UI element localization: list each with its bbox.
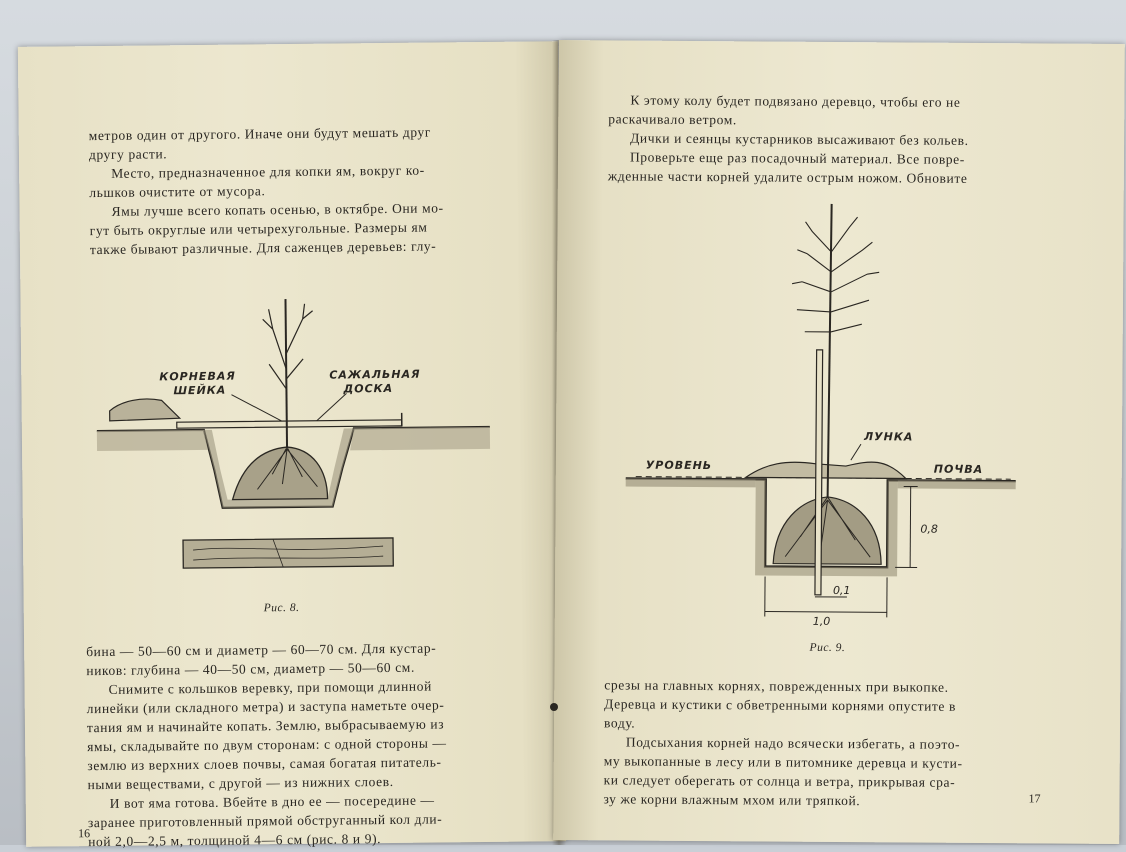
left-bottom-text: [86, 638, 506, 851]
board-top-view: [183, 538, 393, 568]
label-soil: ПОЧВА: [934, 463, 983, 476]
text-line: Ямы лучше всего копать осенью, в октябре. Они мо-: [89, 198, 494, 221]
text-line: Подсыхания корней надо всячески избегать, а поэто-: [604, 732, 1034, 754]
text-line: Снимите с кольшков веревку, при помощи длинной: [86, 676, 504, 699]
text-line: ной 2,0—2,5 м, толщиной 4—6 см (рис. 8 и 9).: [88, 828, 506, 851]
page-number-right: 17: [1028, 791, 1040, 806]
dim-offset: 0,1: [833, 584, 851, 597]
text-line: метров один от другого. Иначе они будут мешать друг: [89, 122, 494, 145]
left-page: [18, 41, 566, 847]
text-line: Место, предназначенное для копки ям, вокруг ко-: [89, 160, 494, 183]
dim-width: 1,0: [813, 615, 831, 628]
text-line: другу расти.: [89, 141, 494, 164]
support-stake: [815, 350, 823, 595]
label-board-1: САЖАЛЬНАЯ: [329, 368, 420, 382]
binding-hole: [550, 703, 558, 711]
planting-board: [177, 420, 402, 428]
ground-hatch-left: [626, 479, 756, 488]
text-line: землю из верхних слоев почвы, самая богатая питатель-: [87, 752, 505, 775]
text-line: И вот яма готова. Вбейте в дно ее — посередине —: [88, 790, 506, 813]
text-line: линейки (или складного метра) и заступа наметьте очер-: [87, 695, 505, 718]
label-hole: ЛУНКА: [863, 430, 913, 443]
text-line: гут быть округлые или четырехугольные. Размеры ям: [90, 217, 495, 240]
left-top-text: [89, 122, 495, 259]
text-line: ными веществами, с другой — из нижних слоев.: [87, 771, 505, 794]
tree-branches: [263, 304, 314, 390]
figure-8-drawing: [80, 247, 504, 596]
figure-9-planting-with-stake: [615, 190, 1038, 643]
text-line: льшков очистите от мусора.: [89, 179, 494, 202]
leader-board: [316, 393, 346, 420]
ground-hatch-left: [97, 430, 208, 451]
label-root-collar-2: ШЕЙКА: [173, 384, 226, 398]
dim-depth: 0,8: [920, 523, 938, 536]
watering-hole-mound: [746, 461, 906, 478]
text-line: ямы, складывайте по двум сторонам: с одной стороны —: [87, 733, 505, 756]
figure-9-caption: Рис. 9.: [810, 642, 846, 654]
text-line: ников: глубина — 40—50 см, диаметр — 50—60 см.: [86, 657, 504, 680]
text-line: жденные части корней удалите острым ножом. Обновите: [608, 166, 1038, 188]
text-line: заранее приготовленный прямой обструганный кол дли-: [88, 809, 506, 832]
width-dimension-line: [765, 611, 887, 612]
text-line: воду.: [604, 713, 1034, 735]
ground-hatch-right: [898, 480, 1016, 489]
text-line: му выкопанные в лесу или в питомнике деревца и кусти-: [604, 751, 1034, 773]
text-line: срезы на главных корнях, поврежденных при выкопке.: [604, 675, 1034, 697]
label-root-collar-1: КОРНЕВАЯ: [159, 370, 236, 384]
text-line: Дички и сеянцы кустарников высаживают без кольев.: [608, 128, 1038, 150]
leader-root-collar: [231, 394, 281, 422]
text-line: зу же корни влажным мхом или тряпкой.: [603, 789, 1033, 811]
ground-hatch-right: [350, 427, 490, 450]
figure-9-drawing: [615, 190, 1038, 643]
text-line: Проверьте еще раз посадочный материал. Все повре-: [608, 147, 1038, 169]
depth-dimension-line: [910, 487, 911, 568]
page-number-left: 16: [78, 826, 90, 841]
root-ball: [232, 447, 328, 500]
text-line: тания ям и начинайте копать. Землю, выбрасываемую из: [87, 714, 505, 737]
right-bottom-text: [603, 675, 1034, 811]
figure-8-caption: Рис. 8.: [264, 602, 300, 614]
soil-mound: [110, 399, 180, 421]
text-line: Деревца и кустики с обветренными корнями опустите в: [604, 694, 1034, 716]
right-page: [553, 40, 1125, 844]
figure-8-planting-pit: [80, 247, 504, 596]
tree-branches: [792, 217, 880, 333]
text-line: ки следует оберегать от солнца и ветра, прикрывая сра-: [604, 770, 1034, 792]
leader-hole: [851, 444, 861, 460]
text-line: К этому колу будет подвязано деревцо, чтобы его не: [608, 90, 1038, 112]
text-line: бина — 50—60 см и диаметр — 60—70 см. Для кустар-: [86, 638, 504, 661]
label-level: УРОВЕНЬ: [646, 459, 712, 472]
label-board-2: ДОСКА: [342, 382, 393, 396]
right-top-text: [608, 90, 1039, 188]
text-line: также бывают различные. Для саженцев деревьев: глу-: [90, 236, 495, 259]
text-line: раскачивало ветром.: [608, 109, 1038, 131]
root-ball: [773, 497, 881, 565]
